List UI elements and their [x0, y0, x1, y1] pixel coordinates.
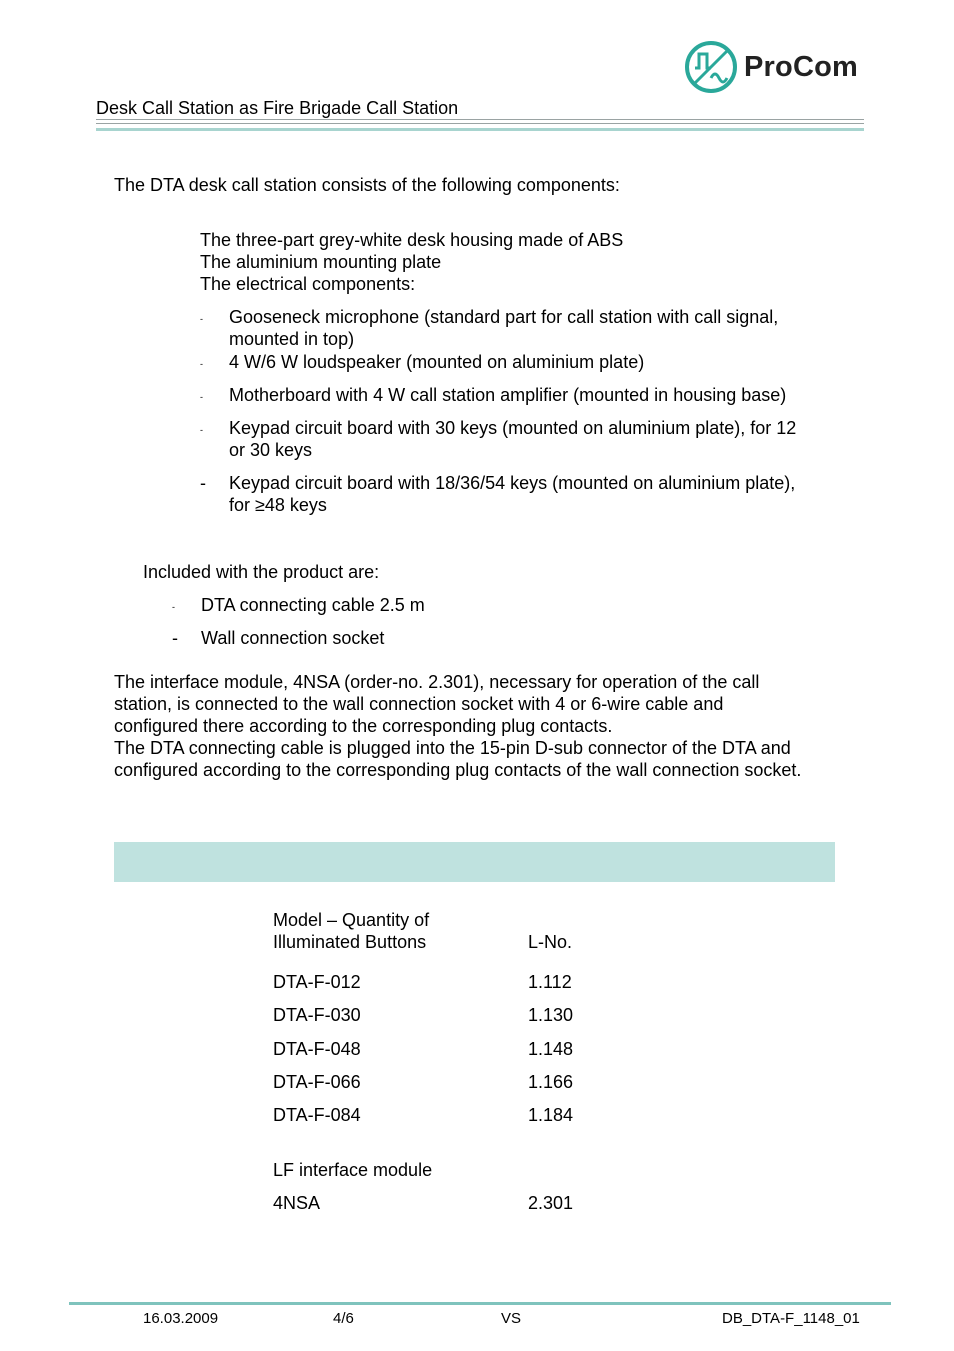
electrical-item: Gooseneck microphone (standard part for call station with call signal, [229, 307, 779, 327]
footer-author: VS [501, 1310, 522, 1327]
paragraph-line: The DTA connecting cable is plugged into the 15-pin D-sub connector of the DTA and [114, 738, 791, 758]
table-cell-lno: 1.166 [528, 1072, 574, 1092]
component-item: The aluminium mounting plate [200, 252, 442, 272]
table-cell-lno: 2.301 [528, 1193, 574, 1213]
header-rule [96, 119, 864, 120]
table-cell-lno: 1.148 [528, 1039, 574, 1059]
footer-page-number: 4/6 [333, 1310, 354, 1327]
table-cell-lno: 1.112 [528, 972, 572, 992]
component-item: The three-part grey-white desk housing made of ABS [200, 230, 624, 250]
table-cell-lno: 1.184 [528, 1105, 574, 1125]
footer-date: 16.03.2009 [143, 1310, 219, 1327]
electrical-item-cont: or 30 keys [229, 440, 313, 460]
table-cell-model: DTA-F-012 [273, 972, 361, 992]
section-band [114, 842, 835, 882]
list-bullet: - [172, 628, 178, 648]
electrical-item: Keypad circuit board with 18/36/54 keys (mounted on aluminium plate), [229, 473, 796, 493]
paragraph-line: The interface module, 4NSA (order-no. 2.301), necessary for operation of the call [114, 672, 760, 692]
header-accent-rule [96, 128, 864, 131]
intro-text: The DTA desk call station consists of the following components: [114, 175, 620, 195]
table-header-model: Model – Quantity of [273, 910, 430, 930]
table-header-model-cont: Illuminated Buttons [273, 932, 427, 952]
table-cell-model: DTA-F-030 [273, 1005, 361, 1025]
paragraph-line: configured there according to the corresponding plug contacts. [114, 716, 613, 736]
electrical-item: Keypad circuit board with 30 keys (mounted on aluminium plate), for 12 [229, 418, 797, 438]
lf-interface-title: LF interface module [273, 1160, 433, 1180]
procom-logo-icon [684, 40, 738, 94]
electrical-item-cont: mounted in top) [229, 329, 355, 349]
logo-text: ProCom [744, 50, 858, 83]
procom-logo [684, 40, 858, 94]
list-bullet: - [172, 602, 175, 612]
footer-doc-id: DB_DTA-F_1148_01 [722, 1310, 860, 1327]
header-rule [96, 123, 864, 124]
electrical-item: Motherboard with 4 W call station amplifier (mounted in housing base) [229, 385, 787, 405]
footer-rule [69, 1302, 891, 1305]
table-cell-lno: 1.130 [528, 1005, 574, 1025]
list-bullet: - [200, 473, 206, 493]
table-cell-model: DTA-F-084 [273, 1105, 361, 1125]
table-cell-model: DTA-F-066 [273, 1072, 361, 1092]
included-item: Wall connection socket [201, 628, 385, 648]
list-bullet: - [200, 425, 203, 435]
electrical-item: 4 W/6 W loudspeaker (mounted on aluminium plate) [229, 352, 645, 372]
list-bullet: - [200, 314, 203, 324]
table-cell-model: DTA-F-048 [273, 1039, 361, 1059]
page-header-title: Desk Call Station as Fire Brigade Call Station [96, 98, 459, 118]
electrical-item-cont: for ≥48 keys [229, 495, 327, 515]
included-title: Included with the product are: [143, 562, 380, 582]
component-item: The electrical components: [200, 274, 416, 294]
list-bullet: - [200, 359, 203, 369]
table-cell-model: 4NSA [273, 1193, 321, 1213]
table-header-lno: L-No. [528, 932, 573, 952]
list-bullet: - [200, 392, 203, 402]
paragraph-line: configured according to the corresponding plug contacts of the wall connection socket. [114, 760, 802, 780]
paragraph-line: station, is connected to the wall connection socket with 4 or 6-wire cable and [114, 694, 724, 714]
included-item: DTA connecting cable 2.5 m [201, 595, 425, 615]
